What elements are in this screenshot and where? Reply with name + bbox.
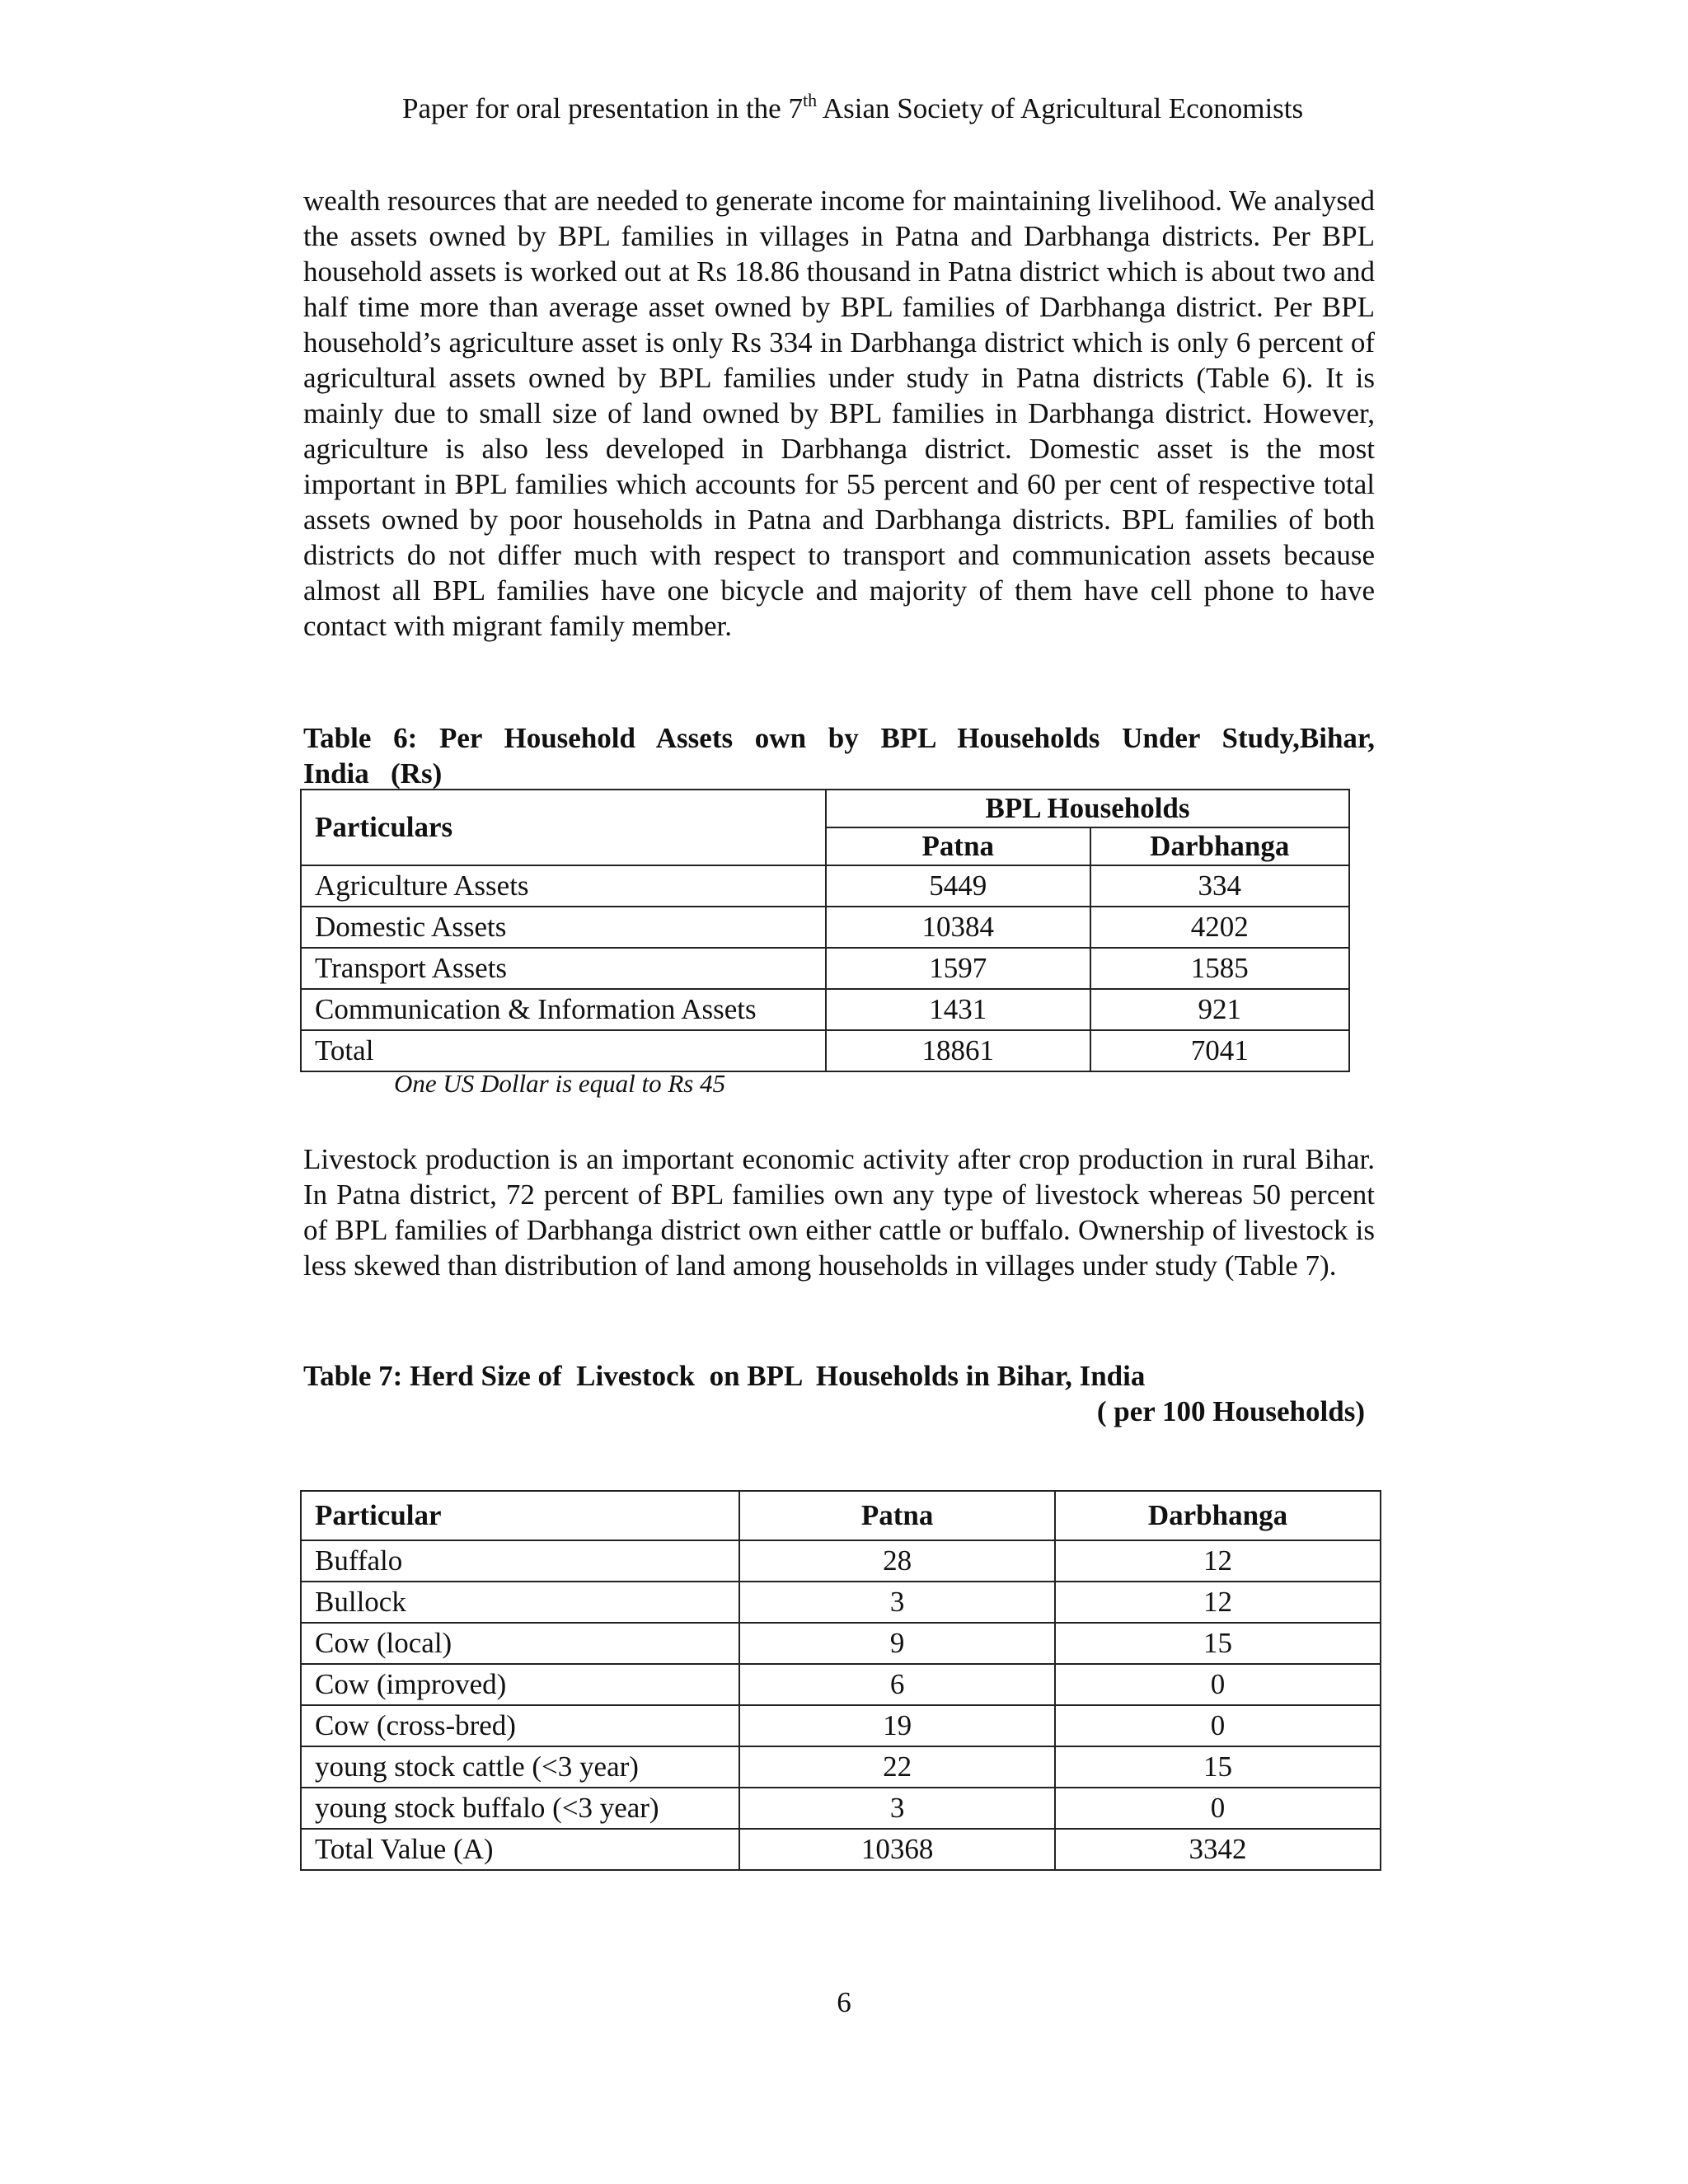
table6-caption-left: Table 6: Per Household Assets own by BPL Households Under [303, 722, 1200, 754]
table6-header-group: BPL Households [826, 790, 1349, 827]
table-row [301, 1030, 1349, 1071]
cell-darbhanga: 7041 [1090, 1030, 1349, 1071]
row-label: Total Value (A) [301, 1829, 739, 1870]
cell-patna: 22 [739, 1746, 1055, 1788]
cell-patna: 28 [739, 1540, 1055, 1582]
cell-darbhanga: 4202 [1090, 907, 1349, 948]
table-row [301, 1623, 1381, 1664]
row-label: young stock buffalo (<3 year) [301, 1788, 739, 1829]
cell-patna: 10368 [739, 1829, 1055, 1870]
table7-header-row [301, 1491, 1381, 1540]
running-header [402, 89, 1375, 129]
table7-header-darbhanga: Darbhanga [1055, 1491, 1381, 1540]
table6-header-row [301, 790, 1349, 827]
cell-patna: 3 [739, 1582, 1055, 1623]
row-label: Communication & Information Assets [301, 989, 826, 1030]
cell-darbhanga: 3342 [1055, 1829, 1381, 1870]
table6-caption [303, 720, 1375, 791]
table7-caption-sub: ( per 100 Households) [1096, 1395, 1365, 1427]
table6 [300, 789, 1350, 1072]
row-label: Agriculture Assets [301, 865, 826, 907]
row-label: Domestic Assets [301, 907, 826, 948]
cell-patna: 9 [739, 1623, 1055, 1664]
cell-patna: 10384 [826, 907, 1090, 948]
table6-caption-line2: India (Rs) [303, 757, 443, 790]
cell-patna: 18861 [826, 1030, 1090, 1071]
table6-header-particulars: Particulars [301, 790, 826, 865]
row-label: Transport Assets [301, 948, 826, 989]
row-label: Bullock [301, 1582, 739, 1623]
table7 [300, 1490, 1381, 1871]
row-label: Cow (cross-bred) [301, 1705, 739, 1746]
cell-darbhanga: 921 [1090, 989, 1349, 1030]
row-label: Total [301, 1030, 826, 1071]
table-row [301, 865, 1349, 907]
table6-note: One US Dollar is equal to Rs 45 [394, 1069, 726, 1098]
body-paragraph-2: Livestock production is an important economic activity after crop production in rural Bihar. In Patna district, 72 percent of BPL families own any type of livestock whereas 50 percent of BPL families of Darbhanga district own either cattle or buffalo. Ownership of livestock is less skewed than distribution of land among households in villages under study (Table 7). [303, 1143, 1375, 1282]
cell-darbhanga: 0 [1055, 1705, 1381, 1746]
cell-darbhanga: 12 [1055, 1582, 1381, 1623]
table6-caption-line1 [303, 720, 1375, 756]
cell-darbhanga: 12 [1055, 1540, 1381, 1582]
table6-header-darbhanga: Darbhanga [1090, 827, 1349, 865]
table6-header-patna: Patna [826, 827, 1090, 865]
row-label: young stock cattle (<3 year) [301, 1746, 739, 1788]
row-label: Cow (local) [301, 1623, 739, 1664]
table-row [301, 1746, 1381, 1788]
table-row [301, 948, 1349, 989]
table6-caption-right: Study,Bihar, [1221, 722, 1375, 754]
row-label: Buffalo [301, 1540, 739, 1582]
header-text-start: Paper for oral presentation in the 7 [402, 92, 803, 124]
table7-caption: Table 7: Herd Size of Livestock on BPL Households in Bihar, India [303, 1360, 1146, 1392]
table-row [301, 1582, 1381, 1623]
table7-header-patna: Patna [739, 1491, 1055, 1540]
cell-darbhanga: 15 [1055, 1623, 1381, 1664]
cell-patna: 19 [739, 1705, 1055, 1746]
cell-darbhanga: 1585 [1090, 948, 1349, 989]
table-row [301, 1705, 1381, 1746]
body-paragraph-1: wealth resources that are needed to generate income for maintaining livelihood. We analysed the assets owned by BPL families in villages in Patna and Darbhanga districts. Per BPL household assets is worked out at Rs 18.86 thousand in Patna district which is about two and half time more than average asset owned by BPL families of Darbhanga district. Per BPL household’s agriculture asset is only Rs 334 in Darbhanga district which is only 6 percent of agricultural assets owned by BPL families under study in Patna districts (Table 6). It is mainly due to small size of land owned by BPL families in Darbhanga district. However, agriculture is also less developed in Darbhanga district. Domestic asset is the most important in BPL families which accounts for 55 percent and 60 per cent of respective total assets owned by poor households in Patna and Darbhanga districts. BPL families of both districts do not differ much with respect to transport and communication assets because almost all BPL families have one bicycle and majority of them have cell phone to have contact with migrant family member. [303, 185, 1375, 642]
cell-darbhanga: 15 [1055, 1746, 1381, 1788]
cell-patna: 6 [739, 1664, 1055, 1705]
row-label: Cow (improved) [301, 1664, 739, 1705]
table-row [301, 989, 1349, 1030]
table-row [301, 1829, 1381, 1870]
cell-patna: 1431 [826, 989, 1090, 1030]
table-row [301, 1664, 1381, 1705]
page-number: 6 [837, 1986, 851, 2018]
header-text-end: Asian Society of Agricultural Economists [817, 92, 1304, 124]
table-row [301, 1540, 1381, 1582]
table7-header-particular: Particular [301, 1491, 739, 1540]
table-row [301, 1788, 1381, 1829]
table-row [301, 907, 1349, 948]
cell-patna: 3 [739, 1788, 1055, 1829]
cell-darbhanga: 0 [1055, 1664, 1381, 1705]
cell-darbhanga: 334 [1090, 865, 1349, 907]
cell-patna: 1597 [826, 948, 1090, 989]
cell-patna: 5449 [826, 865, 1090, 907]
cell-darbhanga: 0 [1055, 1788, 1381, 1829]
header-superscript: th [802, 90, 818, 110]
